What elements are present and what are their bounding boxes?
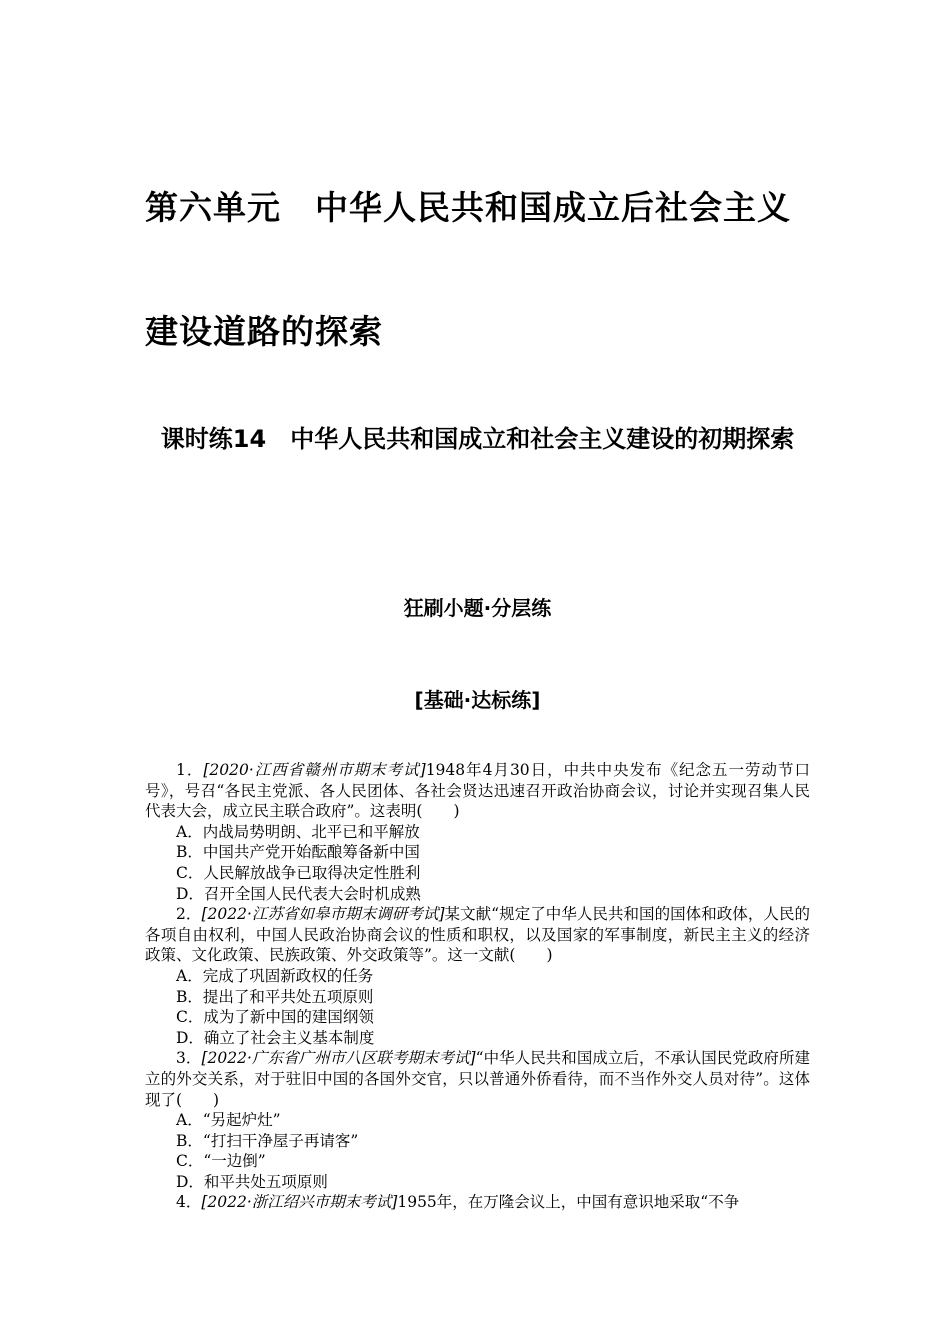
question-4	[145, 1192, 810, 1213]
section-title: [基础·达标练]	[414, 688, 541, 712]
question-number: 3．	[176, 1049, 202, 1068]
question-text: 某文献“规定了中华人民共和国的国体和政体，人民的各项自由权利，中国人民政治协商会议的性质和职权，以及国家的军事制度，新民主主义的经济政策、文化政策、民族政策、外交政策等”。这一文献( )	[145, 905, 810, 965]
question-stem	[145, 760, 810, 822]
question-stem	[145, 1048, 810, 1110]
question-list	[145, 760, 810, 1213]
question-source: [2022·江苏省如皋市期末调研考试]	[201, 905, 445, 924]
question-2	[145, 904, 810, 1048]
subtitle: 狂刷小题·分层练	[403, 596, 552, 620]
lesson-title: 课时练14 中华人民共和国成立和社会主义建设的初期探索	[160, 425, 795, 453]
option-a: A．完成了巩固新政权的任务	[176, 966, 374, 985]
question-source: [2022·浙江绍兴市期末考试]	[201, 1193, 398, 1212]
question-source: [2020·江西省赣州市期末考试]	[203, 761, 426, 779]
option-d: D．确立了社会主义基本制度	[176, 1028, 375, 1047]
option-b: B．中国共产党开始酝酿筹备新中国	[176, 843, 420, 862]
question-text: 1948年4月30日，中共中央发布《纪念五一劳动节口号》，号召“各民主党派、各人民团体、各社会贤达迅速召开政治协商会议，讨论并实现召集人民代表大会，成立民主联合政府”。这表明( )	[145, 761, 810, 821]
question-number: 4．	[176, 1193, 202, 1212]
question-3	[145, 1048, 810, 1192]
question-number: 2．	[176, 905, 202, 924]
question-stem	[145, 904, 810, 966]
option-a: A．“另起炉灶”	[176, 1111, 281, 1130]
option-b: B．提出了和平共处五项原则	[176, 987, 374, 1006]
question-stem	[145, 1192, 810, 1213]
option-c: C．“一边倒”	[176, 1152, 266, 1171]
question-1	[145, 760, 810, 904]
option-c: C．成为了新中国的建国纲领	[176, 1008, 374, 1027]
question-source: [2022·广东省广州市八区联考期末考试]	[201, 1049, 476, 1068]
option-d: D．召开全国人民代表大会时机成熟	[176, 884, 421, 903]
question-text: “中华人民共和国成立后，不承认国民党政府所建立的外交关系，对于驻旧中国的各国外交官，只以普通外侨看待，而不当作外交人员对待”。这体现了( )	[145, 1049, 810, 1109]
option-a: A．内战局势明朗、北平已和平解放	[176, 822, 420, 841]
option-c: C．人民解放战争已取得决定性胜利	[176, 863, 421, 882]
option-b: B．“打扫干净屋子再请客”	[176, 1131, 359, 1150]
option-d: D．和平共处五项原则	[176, 1172, 328, 1191]
question-number: 1．	[176, 761, 204, 779]
unit-title: 第六单元 中华人民共和国成立后社会主义建设道路的探索	[145, 188, 791, 351]
question-text: 1955年，在万隆会议上，中国有意识地采取“不争	[397, 1193, 740, 1212]
